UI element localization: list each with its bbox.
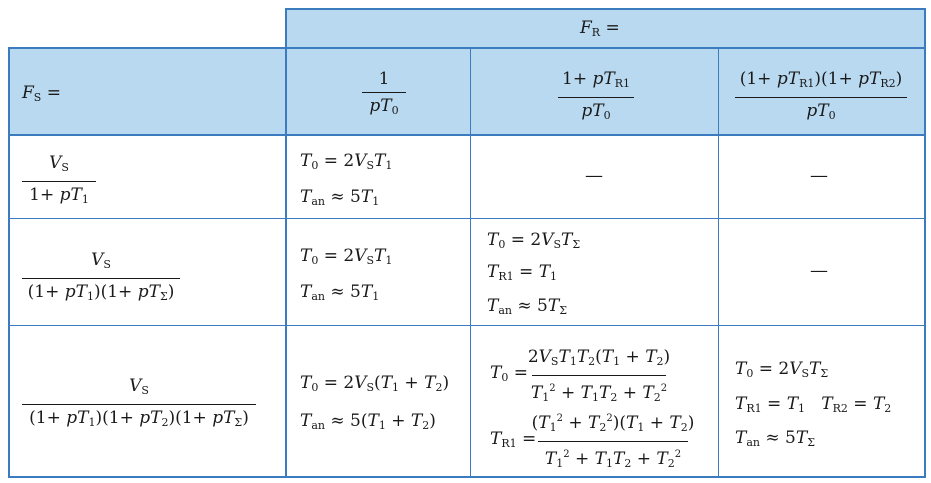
row3-c3-line3: $T_{an} \approx 5T_\Sigma$ [735, 428, 815, 449]
row2-fs-fraction [22, 249, 180, 308]
col1-denominator: $pT_0$ [369, 96, 399, 117]
fr-subscript: R [591, 26, 601, 39]
row2-numerator: $V_S$ [91, 250, 111, 271]
fraction-bar [735, 97, 907, 98]
col1-numerator: 1 [378, 69, 390, 89]
row1-c1-line2: $T_{an} \approx 5T_1$ [300, 187, 380, 208]
row1-fs-fraction [22, 152, 96, 211]
fs-equals: = [46, 83, 61, 103]
fraction-bar [22, 278, 180, 279]
fr-equals: = [605, 18, 620, 38]
fraction-bar [362, 92, 406, 93]
grid-line [8, 476, 925, 478]
col2-header-fraction [558, 68, 634, 127]
row1-c2-dash: — [585, 165, 603, 186]
row3-t0-numerator: $2V_ST_1T_2(T_1 + T_2)$ [527, 347, 671, 368]
row3-tr1-denominator: $T_1^2 + T_1T_2 + T_2^2$ [544, 449, 682, 470]
row3-tr1-numerator: $(T_1^2 + T_2^2)(T_1 + T_2)$ [531, 413, 695, 434]
row1-c1-line1: $T_0 = 2V_ST_1$ [300, 151, 393, 172]
fraction-bar [532, 375, 666, 376]
row3-fs-fraction [22, 375, 256, 434]
grid-line [924, 8, 926, 478]
col3-denominator: $pT_0$ [806, 101, 836, 122]
row3-numerator: $V_S$ [129, 376, 149, 397]
fr-label [580, 17, 620, 44]
row3-c1-line1: $T_0 = 2V_S(T_1 + T_2)$ [300, 373, 450, 394]
row3-denominator: $(1+ pT_1)(1+ pT_2)(1+ pT_\Sigma)$ [29, 408, 249, 429]
fs-letter: F [22, 83, 34, 103]
col2-denominator: $pT_0$ [581, 101, 611, 122]
grid-line [470, 48, 471, 478]
fraction-bar [22, 404, 256, 405]
row2-c1-line1: $T_0 = 2V_ST_1$ [300, 246, 393, 267]
fs-subscript: S [33, 91, 42, 104]
grid-line [8, 218, 925, 219]
row3-c3-line2: $T_{R1} = T_1$ $T_{R2} = T_2$ [735, 394, 892, 415]
grid-line [285, 8, 925, 10]
row2-c2-line2: $T_{R1} = T_1$ [487, 262, 558, 283]
fr-letter: F [580, 18, 592, 38]
row3-c3-line1: $T_0 = 2V_ST_\Sigma$ [735, 359, 829, 380]
row3-c2-t0-fraction [527, 346, 671, 409]
grid-line [285, 8, 287, 478]
fraction-bar [558, 97, 634, 98]
col1-header-fraction [362, 68, 406, 122]
fraction-bar [22, 181, 96, 182]
col3-numerator: $(1+ pT_{R1})(1+ pT_{R2})$ [739, 69, 903, 90]
row1-c3-dash: — [810, 165, 828, 186]
grid-line [8, 134, 925, 136]
fraction-bar [538, 441, 688, 442]
grid-line [718, 48, 719, 478]
fs-label [22, 82, 61, 109]
row3-c1-line2: $T_{an} \approx 5(T_1 + T_2)$ [300, 411, 436, 432]
row2-c2-line3: $T_{an} \approx 5T_\Sigma$ [487, 296, 567, 317]
row3-t0-denominator: $T_1^2 + T_1T_2 + T_2^2$ [530, 383, 668, 404]
col3-header-fraction [735, 68, 907, 127]
row2-c1-line2: $T_{an} \approx 5T_1$ [300, 282, 380, 303]
row3-c2-tr1-label: $T_{R1}$ = [490, 429, 537, 450]
row2-denominator: $(1+ pT_1)(1+ pT_\Sigma)$ [27, 282, 175, 303]
row1-numerator: $V_S$ [49, 153, 69, 174]
row3-c2-tr1-fraction [531, 408, 695, 475]
grid-line [8, 47, 925, 49]
row2-c3-dash: — [810, 260, 828, 281]
row1-denominator: $1+ pT_1$ [29, 185, 89, 206]
grid-line [8, 47, 10, 478]
row3-c2-t0-label: $T_0$ = [490, 363, 528, 384]
row2-c2-line1: $T_0 = 2V_ST_\Sigma$ [487, 230, 581, 251]
col2-numerator: $1+ pT_{R1}$ [562, 69, 630, 90]
grid-line [8, 325, 925, 326]
